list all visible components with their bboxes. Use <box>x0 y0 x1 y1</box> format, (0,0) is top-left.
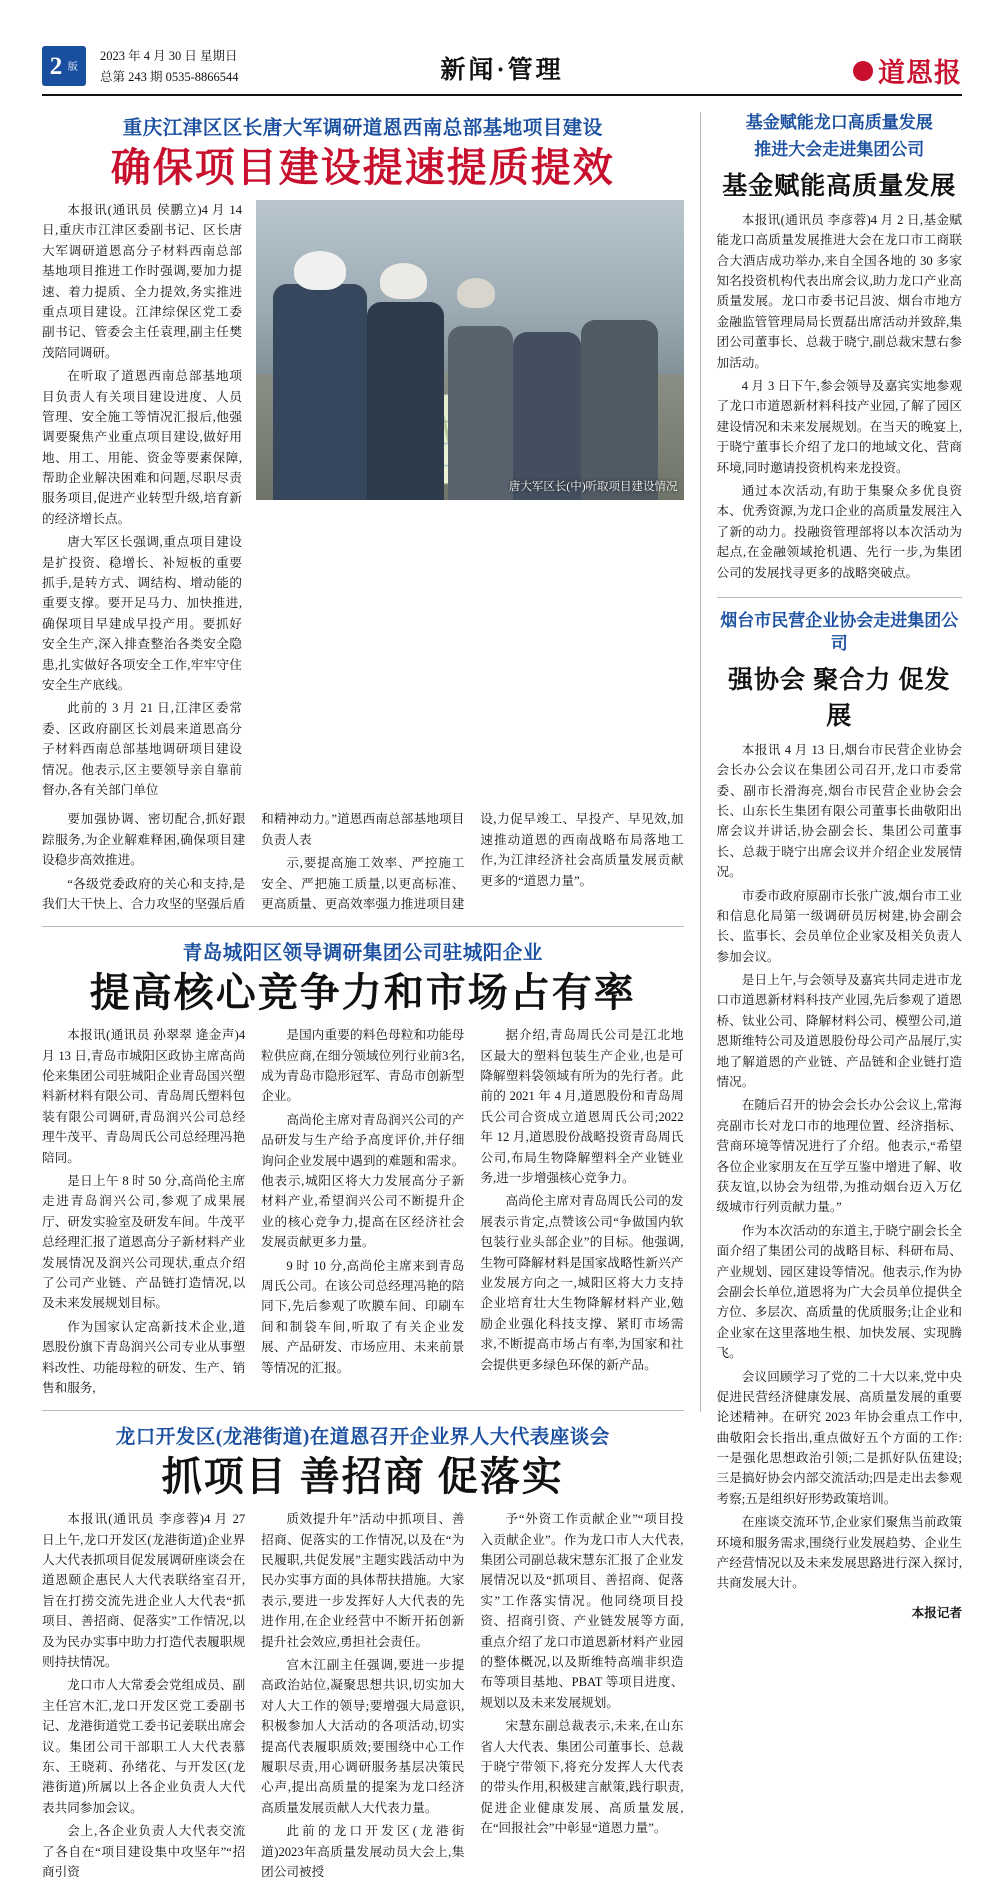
sidebar-body <box>717 210 962 583</box>
paragraph: 会上,各企业负责人大代表交流了各自在“项目建设集中攻坚年”“招商引资 <box>42 1824 246 1879</box>
paragraph: 龙口市人大常委会党组成员、副主任宫木汇,龙口开发区党工委副书记、龙港街道党工委书记姜联出席会议。集团公司干部职工人大代表慕东、王晓莉、孙绪花、与开发区(龙港街道)所属以上各企业负责人大代表共同参加会议。 <box>42 1678 246 1815</box>
sidebar-article-fund <box>717 112 962 583</box>
paragraph: 在座谈交流环节,企业家们聚焦当前政策环境和服务需求,围绕行业发展趋势、企业生产经营情况以及未来发展思路进行深入探讨,共商发展大计。 <box>716 1515 962 1591</box>
paragraph: 质效提升年”活动中抓项目、善招商、促落实的工作情况,以及在“为民履职,共促发展”主题实践活动中为民办实事方面的具体帮扶措施。大家表示,要进一步发挥好人大代表的先进作用,在企业经营中不断开拓创新提升社会效应,勇担社会责任。 <box>261 1512 465 1649</box>
paragraph: 市委市政府原副市长张广波,烟台市工业和信息化局第一级调研员厉树建,协会副会长、监事长、会员单位企业家及相关负责人参加会议。 <box>716 888 962 964</box>
article-signoff: 本报记者 <box>911 1605 962 1620</box>
paragraph: 予“外资工作贡献企业”“项目投入贡献企业”。作为龙口市人大代表,集团公司副总裁宋慧东汇报了企业发展情况以及“抓项目、善招商、促落实”工作落实情况。他同绕项目投资、招商引资、产业链发展等方面,重点介绍了龙口市道恩新材料产业园的整体概况,以及斯维特高端非织造布等项目基地、PBAT 等项目进度、规划以及未来发展规划。 <box>480 1512 684 1710</box>
paragraph: 本报讯(通讯员 李彦蓉)4 月 27 日上午,龙口开发区(龙港街道)企业界人大代表抓项目促发展调研座谈会在道恩颐企惠民人大代表联络室召开,旨在打捞交流先进企业人大代表“抓项目、善招商、促落实”工作情况,以及为民办实事中助力打造代表履职规则持扶情况。 <box>42 1512 246 1670</box>
divider <box>42 1410 684 1411</box>
paragraph: 此前的龙口开发区(龙港街道)2023年高质量发展动员大会上,集团公司被授 <box>261 1824 465 1879</box>
paragraph: 高尚伦主席对青岛周氏公司的发展表示肯定,点赞该公司“争做国内软包装行业头部企业”的目标。他强调,生物可降解材料是国家战略性新兴产业发展方向之一,城阳区将大力支持企业培育壮大生物降解材料产业,勉励企业强化科技支撑、紧盯市场需求,不断提高市场占有率,为国家和社会提供更多绿色环保的新产品。 <box>480 1194 684 1372</box>
brand-name: 道恩报 <box>878 58 962 88</box>
paragraph: “各级党委政府的关心和支持,是我们大干快上、合力攻坚的坚强后盾和精神动力。”道恩西南总部基地项目负责人表 <box>42 812 465 911</box>
paragraph: 本报讯(通讯员 孙翠翠 逄金声)4 月 13 日,青岛市城阳区政协主席高尚伦来集团公司驻城阳企业青岛国兴塑料新材料有限公司、青岛周氏塑料包装有限公司调研,青岛润兴公司总经理牛茂平、青岛周氏公司总经理冯艳陪同。 <box>42 1028 246 1165</box>
article-chongqing <box>42 112 684 914</box>
paragraph: 唐大军区长强调,重点项目建设是扩投资、稳增长、补短板的重要抓手,是转方式、调结构、增动能的重要支撑。要开足马力、加快推进,确保项目早建成早投产用。要抓好安全生产,深入排查整治各类安全隐患,扎实做好各项安全工作,牢牢守住安全生产底线。 <box>42 535 242 692</box>
paragraph: 本报讯 4 月 13 日,烟台市民营企业协会会长办公会议在集团公司召开,龙口市委常委、副市长滑海亮,烟台市民营企业协会会长、山东长生集团有限公司董事长曲敬阳出席会议并讲话,协会副会长、集团公司董事长、总裁于晓宁出席会议并介绍企业发展情况。 <box>716 742 962 880</box>
masthead <box>42 34 962 96</box>
paragraph: 示,要提高施工效率、严控施工安全、严把施工质量,以更高标准、更高质量、更高效率强力推进项目建设,力促早竣工、早投产、早见效,加速推动道恩的西南战略布局落地工作,为江津经济社会高质量发展贡献更多的“道恩力量”。 <box>261 812 684 911</box>
paragraph: 据介绍,青岛周氏公司是江北地区最大的塑料包装生产企业,也是可降解塑料袋领域有所为的先行者。此前的 2021 年 4 月,道恩股份和青岛周氏公司合资成立道恩周氏公司;2022 年 12 月,道恩股份战略投资青岛周氏公司,布局生物降解塑料全产业链业务,进一步增强核心竞争力。 <box>480 1028 684 1186</box>
page-number: 2 <box>49 52 63 80</box>
sidebar-body <box>717 740 962 1594</box>
divider <box>42 926 684 927</box>
article-headline: 确保项目建设提速提质提效 <box>110 145 615 190</box>
sidebar-article-association <box>717 610 962 1621</box>
article-shoulder: 青岛城阳区领导调研集团公司驻城阳企业 <box>182 943 543 965</box>
paragraph: 通过本次活动,有助于集聚众多优良资本、优秀资源,为龙口企业的高质量发展注入了新的动力。投融资管理部将以本次活动为起点,在金融领域抢机遇、先行一步,为集团公司的发展找寻更多的战略突破点。 <box>716 483 962 580</box>
paragraph: 在随后召开的协会会长办公会议上,常海亮副市长对龙口市的地理位置、经济指标、营商环境等情况进行了介绍。他表示,“希望各位企业家朋友在互学互鉴中增进了解、收获友谊,以协会为纽带,为推动烟台迈入万亿级城市行列贡献力量。” <box>716 1098 962 1215</box>
page-content <box>42 112 962 1879</box>
left-zone <box>42 112 701 1879</box>
article-headline: 抓项目 善招商 促落实 <box>161 1454 564 1500</box>
page-number-label: 版 <box>65 61 77 71</box>
paragraph: 作为国家认定高新技术企业,道恩股份旗下青岛润兴公司专业从事塑料改性、功能母粒的研发、生产、销售和服务, <box>42 1319 246 1395</box>
right-zone <box>701 112 962 1620</box>
paragraph: 宫木江副主任强调,要进一步提高政治站位,凝聚思想共识,切实加大对人大工作的领导;要增强大局意识,积极参加人大活动的各项活动,切实提高代表履职质效;要围绕中心工作履职尽责,用心调研服务基层决策民心声,提出高质量的提案为龙口经济高质量发展贡献人大代表力量。 <box>261 1658 465 1815</box>
paragraph: 在听取了道恩西南总部基地项目负责人有关项目建设进度、人员管理、安全施工等情况汇报后,他强调要聚焦产业重点项目建设,做好用地、用工、用能、资金等要素保障,帮助企业解决困难和问题,尽职尽责服务项目,促进产业转型升级,培育新的经济增长点。 <box>42 369 242 526</box>
article-longkou <box>42 1421 684 1882</box>
paragraph: 会议回顾学习了党的二十大以来,党中央促进民营经济健康发展、高质量发展的重要论述精神。在研究 2023 年协会重点工作中,曲敬阳会长指出,重点做好五个方面的工作:一是强化思想政治引领;二是抓好队伍建设;三是搞好协会内部交流活动;四是走出去参观考察;五是组织好形势政策培训。 <box>716 1369 962 1506</box>
brand-mark-icon <box>853 61 873 81</box>
paragraph: 9 时 10 分,高尚伦主席来到青岛周氏公司。在该公司总经理冯艳的陪同下,先后参观了吹膜车间、印刷车间和制袋车间,听取了有关企业发展、产品研发、市场应用、未来前景等情况的汇报。 <box>261 1258 465 1375</box>
article-shoulder: 龙口开发区(龙港街道)在道恩召开企业界人大代表座谈会 <box>115 1427 610 1449</box>
paragraph: 4 月 3 日下午,参会领导及嘉宾实地参观了龙口市道恩新材料科技产业园,了解了园区建设情况和未来发展规划。在当天的晚宴上,于晓宁董事长介绍了龙口的地域文化、营商环境,同时邀请投资机构来龙投资。 <box>716 379 962 475</box>
paragraph: 此前的 3 月 21 日,江津区委常委、区政府副区长刘晨来道恩高分子材料西南总部基地调研项目建设情况。他表示,区主要领导亲自靠前督办,各有关部门单位 <box>42 701 242 797</box>
divider <box>717 597 962 598</box>
article-photo <box>256 200 684 500</box>
article-shoulder: 重庆江津区区长唐大军调研道恩西南总部基地项目建设 <box>122 118 603 139</box>
article-qingdao <box>42 937 684 1398</box>
sidebar-headline: 基金赋能高质量发展 <box>722 172 957 200</box>
paragraph: 是国内重要的料色母粒和功能母粒供应商,在细分领域位列行业前3名,成为青岛市隐形冠军、青岛市创新型企业。 <box>261 1028 465 1104</box>
paragraph: 本报讯(通讯员 李彦蓉)4 月 2 日,基金赋能龙口高质量发展推进大会在龙口市工商联合大酒店成功举办,来自全国各地的 30 多家知名投资机构代表出席会议,助力龙口产业高质量发展。龙口市委书记吕波、烟台市地方金融监管管理局局长贾磊出席活动并致辞,集团公司董事长、总裁于晓宁,副总裁宋慧右参加活动。 <box>716 212 962 370</box>
photo-caption: 唐大军区长(中)听取项目建设情况 <box>508 481 678 493</box>
paragraph: 是日上午,与会领导及嘉宾共同走进市龙口市道恩新材料科技产业园,先后参观了道恩桥、钛业公司、降解材料公司、模塑公司,道恩斯维特公司及道恩股份母公司产品展厅,实地了解道恩的产业链、产品链和企业链打造情况。 <box>716 973 962 1090</box>
paragraph: 本报讯(通讯员 侯鹏立)4 月 14 日,重庆市江津区委副书记、区长唐大军调研道恩高分子材料西南总部基地项目推进工作时强调,要加力提速、着力提质、全力提效,务实推进重点项目建设。江津综保区党工委副书记、管委会主任袁理,副主任樊茂陪同调研。 <box>42 203 242 360</box>
section-title: 新闻·管理 <box>440 57 564 84</box>
brand-logo <box>853 51 962 90</box>
issue-date: 2023 年 4 月 30 日 星期日 <box>100 49 238 64</box>
paragraph: 是日上午 8 时 50 分,高尚伦主席走进青岛润兴公司,参观了成果展厅、研发实验室及研发车间。牛茂平总经理汇报了道恩高分子新材料产业发展情况及润兴公司现状,重点介绍了公司产业链、产品链打造情况,以及未来发展规划目标。 <box>42 1174 246 1311</box>
paragraph: 要加强协调、密切配合,抓好跟踪服务,为企业解难释困,确保项目建设稳步高效推进。 <box>42 812 246 868</box>
issue-number: 总第 243 期 0535-8866544 <box>100 69 239 84</box>
sidebar-shoulder-line1: 基金赋能龙口高质量发展 <box>745 113 933 132</box>
sidebar-shoulder-line2: 推进大会走进集团公司 <box>754 139 925 159</box>
article-photo-wrap <box>256 200 684 797</box>
sidebar-shoulder: 烟台市民营企业协会走进集团公司 <box>720 610 959 653</box>
paragraph: 作为本次活动的东道主,于晓宁副会长全面介绍了集团公司的战略目标、科研布局、产业规划、园区建设等情况。他表示,作为协会副会长单位,道恩将为广大会员单位提供全方位、多层次、高质量的优质服务;让企业和企业家在这里落地生根、加快发展、实现腾飞。 <box>716 1223 962 1361</box>
sidebar-headline: 强协会 聚合力 促发展 <box>728 666 951 730</box>
paragraph: 宋慧东副总裁表示,未来,在山东省人大代表、集团公司董事长、总裁于晓宁带领下,将充分发挥人大代表的带头作用,积极建言献策,践行职责,促进企业健康发展、高质量发展,在“回报社会”中彰显“道恩力量”。 <box>480 1719 684 1836</box>
paragraph: 高尚伦主席对青岛润兴公司的产品研发与生产给予高度评价,并仔细询问企业发展中遇到的难题和需求。他表示,城阳区将大力发展高分子新材料产业,希望润兴公司不断提升企业的核心竞争力,提高在区经济社会发展贡献更多力量。 <box>261 1112 465 1250</box>
article-headline: 提高核心竞争力和市场占有率 <box>89 970 636 1016</box>
